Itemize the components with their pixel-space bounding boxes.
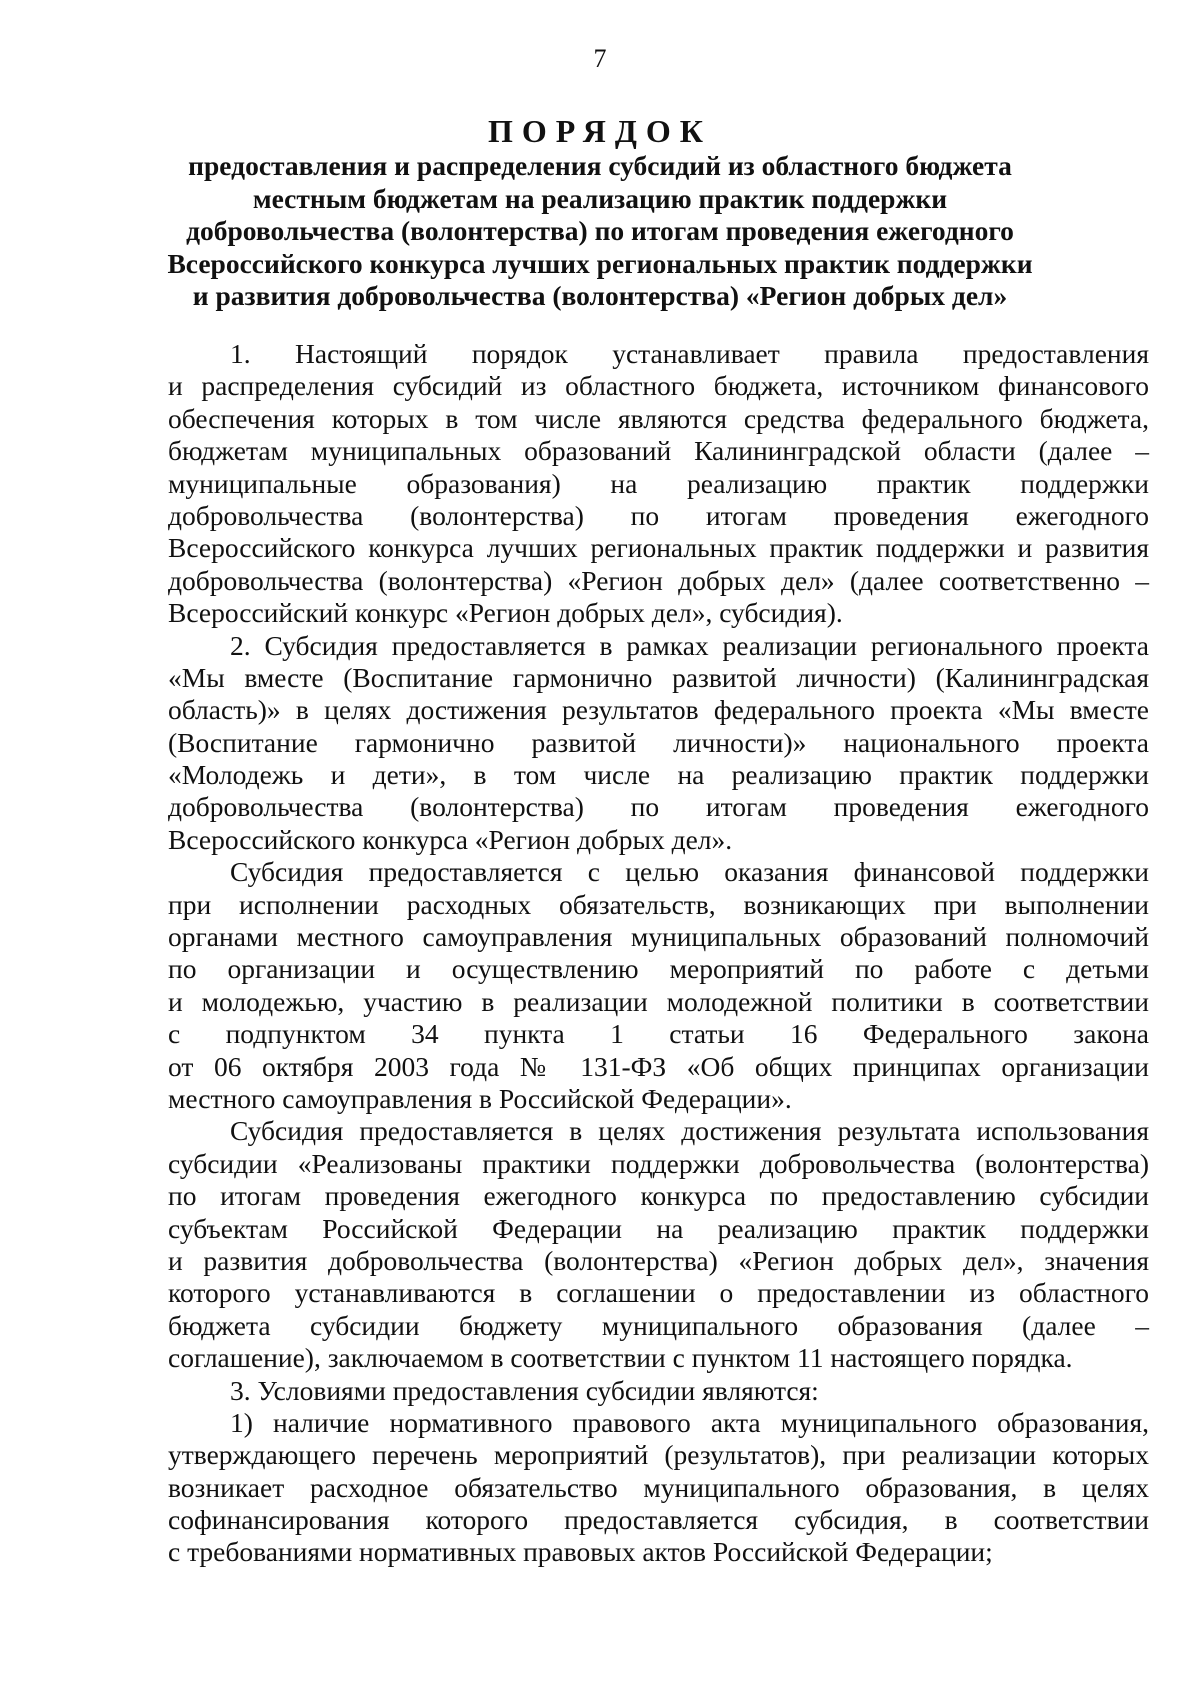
body-line: «Молодежь и дети», в том числе на реализацию практик поддержки <box>168 759 1149 791</box>
document-subtitle <box>140 150 1060 313</box>
body-line: (Воспитание гармонично развитой личности)» национального проекта <box>168 726 1149 758</box>
body-line: «Мы вместе (Воспитание гармонично развитой личности) (Калининградская <box>168 661 1149 693</box>
body-line: и молодежью, участию в реализации молодежной политики в соответствии <box>168 985 1149 1017</box>
body-line: соглашение), заключаемом в соответствии с пунктом 11 настоящего порядка. <box>168 1342 1073 1374</box>
body-line: Субсидия предоставляется в целях достижения результата использования <box>230 1115 1149 1147</box>
body-line: область)» в целях достижения результатов федерального проекта «Мы вместе <box>168 694 1149 726</box>
body-line: бюджета субсидии бюджету муниципального образования (далее – <box>168 1309 1149 1341</box>
body-line: Субсидия предоставляется с целью оказания финансовой поддержки <box>230 856 1149 888</box>
body-line: с требованиями нормативных правовых актов Российской Федерации; <box>168 1536 993 1568</box>
body-line: муниципальные образования) на реализацию практик поддержки <box>168 467 1149 499</box>
subtitle-line: Всероссийского конкурса лучших региональных практик поддержки <box>167 247 1033 279</box>
body-line: 1) наличие нормативного правового акта муниципального образования, <box>230 1406 1149 1438</box>
subtitle-line: предоставления и распределения субсидий из областного бюджета <box>188 150 1012 181</box>
body-line: от 06 октября 2003 года № 131-ФЗ «Об общих принципах организации <box>168 1050 1149 1082</box>
body-line: и развития добровольчества (волонтерства) «Регион добрых дел», значения <box>168 1244 1149 1276</box>
body-line: с подпунктом 34 пункта 1 статьи 16 Федерального закона <box>168 1018 1149 1050</box>
body-line: при исполнении расходных обязательств, возникающих при выполнении <box>168 888 1149 920</box>
body-line: Всероссийского конкурса лучших региональных практик поддержки и развития <box>168 532 1149 564</box>
body-line: 2. Субсидия предоставляется в рамках реализации регионального проекта <box>230 629 1149 661</box>
body-line: софинансирования которого предоставляется субсидия, в соответствии <box>168 1504 1149 1536</box>
body-line: обеспечения которых в том числе являются средства федерального бюджета, <box>168 402 1149 434</box>
body-line: органами местного самоуправления муниципальных образований полномочий <box>168 921 1149 953</box>
body-line: по итогам проведения ежегодного конкурса по предоставлению субсидии <box>168 1180 1149 1212</box>
document-body <box>168 338 1149 1569</box>
body-line: 1. Настоящий порядок устанавливает правила предоставления <box>230 338 1149 369</box>
body-line: которого устанавливаются в соглашении о предоставлении из областного <box>168 1277 1149 1309</box>
subtitle-line: и развития добровольчества (волонтерства) «Регион добрых дел» <box>192 280 1008 311</box>
document-title: ПОРЯДОК <box>488 113 712 149</box>
body-line: местного самоуправления в Российской Федерации». <box>168 1082 792 1114</box>
body-line: по организации и осуществлению мероприятий по работе с детьми <box>168 953 1149 985</box>
body-line: и распределения субсидий из областного бюджета, источником финансового <box>168 370 1149 402</box>
body-line: возникает расходное обязательство муниципального образования, в целях <box>168 1471 1149 1503</box>
page-number: 7 <box>593 44 607 73</box>
body-line: субъектам Российской Федерации на реализацию практик поддержки <box>168 1212 1149 1244</box>
body-line: бюджетам муниципальных образований Калининградской области (далее – <box>168 435 1149 467</box>
body-line: 3. Условиями предоставления субсидии являются: <box>230 1374 819 1406</box>
body-line: Всероссийский конкурс «Регион добрых дел», субсидия). <box>168 597 843 629</box>
subtitle-line: добровольчества (волонтерства) по итогам проведения ежегодного <box>186 215 1014 246</box>
subtitle-line: местным бюджетам на реализацию практик поддержки <box>252 182 948 214</box>
body-line: субсидии «Реализованы практики поддержки добровольчества (волонтерства) <box>168 1147 1149 1179</box>
body-line: утверждающего перечень мероприятий (результатов), при реализации которых <box>168 1439 1149 1471</box>
body-line: добровольчества (волонтерства) по итогам проведения ежегодного <box>168 499 1149 531</box>
body-line: добровольчества (волонтерства) по итогам проведения ежегодного <box>168 791 1149 823</box>
body-line: добровольчества (волонтерства) «Регион добрых дел» (далее соответственно – <box>168 564 1149 596</box>
body-line: Всероссийского конкурса «Регион добрых дел». <box>168 823 733 855</box>
